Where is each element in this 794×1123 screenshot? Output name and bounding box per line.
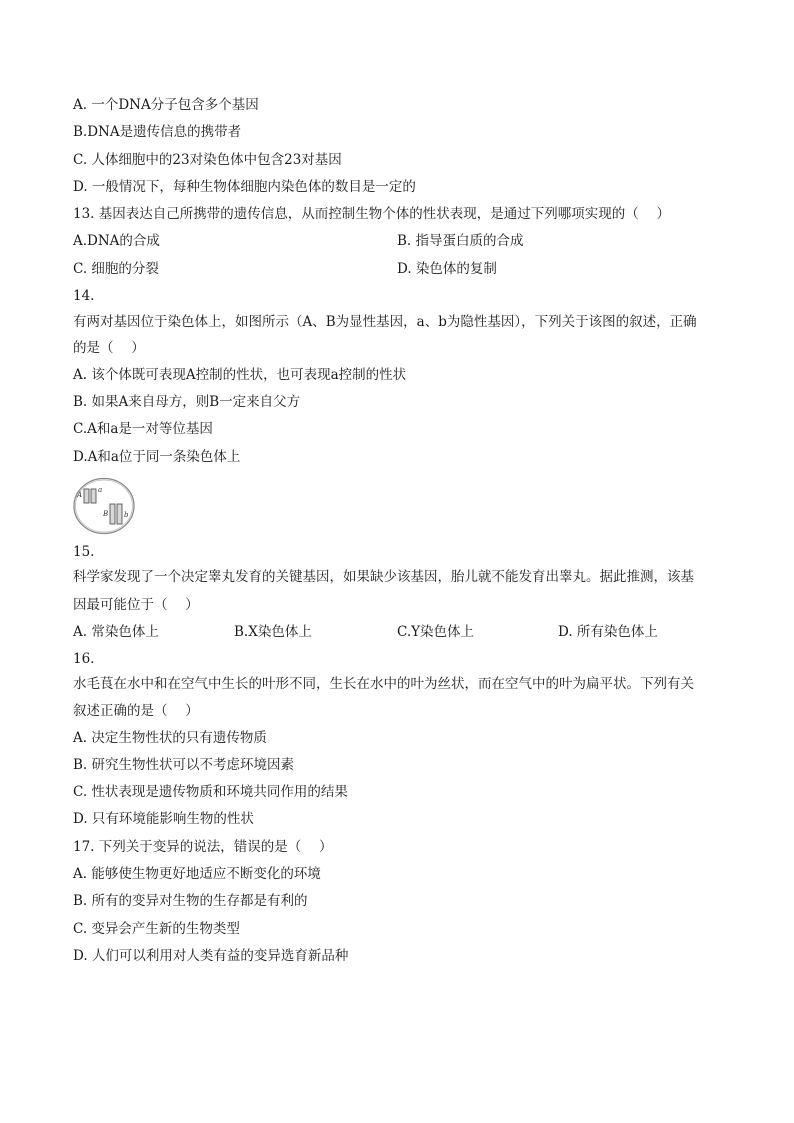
gene-label-a: a <box>98 486 103 494</box>
chromosome-a-homolog <box>91 489 96 503</box>
q15-option-c: C.Y染色体上 <box>397 624 475 640</box>
q17-option-c: C. 变异会产生新的生物类型 <box>73 921 240 937</box>
q12-option-d: D. 一般情况下，每种生物体细胞内染色体的数目是一定的 <box>73 179 416 195</box>
gene-label-A: A <box>77 491 83 499</box>
q17-option-d: D. 人们可以利用对人类有益的变异选育新品种 <box>73 948 349 964</box>
q14-option-d: D.A和a位于同一条染色体上 <box>73 449 241 465</box>
q13-stem: 13. 基因表达自己所携带的遗传信息，从而控制生物个体的性状表现，是通过下列哪项实现的（ ） <box>73 206 671 222</box>
q13-option-c: C. 细胞的分裂 <box>73 261 159 277</box>
q12-option-b: B.DNA是遗传信息的携带者 <box>73 124 242 140</box>
q17-stem: 17. 下列关于变异的说法，错误的是（ ） <box>73 839 333 855</box>
q12-option-a: A. 一个DNA分子包含多个基因 <box>73 97 259 113</box>
q13-option-d: D. 染色体的复制 <box>397 261 497 277</box>
q16-option-a: A. 决定生物性状的只有遗传物质 <box>73 730 267 746</box>
q15-stem-line2: 因最可能位于（ ） <box>73 597 199 613</box>
q14-stem-line2: 的是（ ） <box>73 340 145 356</box>
q15-option-d: D. 所有染色体上 <box>558 624 658 640</box>
q16-stem-line1: 水毛茛在水中和在空气中生长的叶形不同，生长在水中的叶为丝状，而在空气中的叶为扁平状。下列有关 <box>73 676 694 692</box>
q17-option-b: B. 所有的变异对生物的生存都是有利的 <box>73 893 308 909</box>
chromosome-diagram <box>72 477 136 535</box>
q16-stem-line2: 叙述正确的是（ ） <box>73 703 199 719</box>
q16-option-c: C. 性状表现是遗传物质和环境共同作用的结果 <box>73 784 348 800</box>
chromosome-b-homolog <box>117 504 122 524</box>
q14-option-c: C.A和a是一对等位基因 <box>73 421 213 437</box>
q14-stem-line1: 有两对基因位于染色体上，如图所示（A、B为显性基因，a、b为隐性基因），下列关于该图的叙述，正确 <box>73 314 697 330</box>
q14-number: 14. <box>73 288 95 304</box>
q16-option-b: B. 研究生物性状可以不考虑环境因素 <box>73 757 295 773</box>
q14-option-a: A. 该个体既可表现A控制的性状，也可表现a控制的性状 <box>73 367 407 383</box>
q13-option-b: B. 指导蛋白质的合成 <box>397 233 524 249</box>
q17-option-a: A. 能够使生物更好地适应不断变化的环境 <box>73 866 321 882</box>
q15-stem-line1: 科学家发现了一个决定睾丸发育的关键基因，如果缺少该基因，胎儿就不能发育出睾丸。据此推测，该基 <box>73 569 694 585</box>
q16-number: 16. <box>73 651 95 667</box>
gene-label-b: b <box>124 511 129 519</box>
q15-number: 15. <box>73 544 95 560</box>
q15-option-a: A. 常染色体上 <box>73 624 159 640</box>
q16-option-d: D. 只有环境能影响生物的性状 <box>73 811 254 827</box>
chromosome-a <box>84 489 89 503</box>
q14-option-b: B. 如果A来自母方，则B一定来自父方 <box>73 394 301 410</box>
gene-label-B: B <box>103 510 109 518</box>
chromosome-b <box>110 504 115 524</box>
q13-option-a: A.DNA的合成 <box>73 233 160 249</box>
cell-outline <box>74 479 134 534</box>
q12-option-c: C. 人体细胞中的23对染色体中包含23对基因 <box>73 152 342 168</box>
cell-inner-outline <box>76 480 133 532</box>
q15-option-b: B.X染色体上 <box>234 624 312 640</box>
